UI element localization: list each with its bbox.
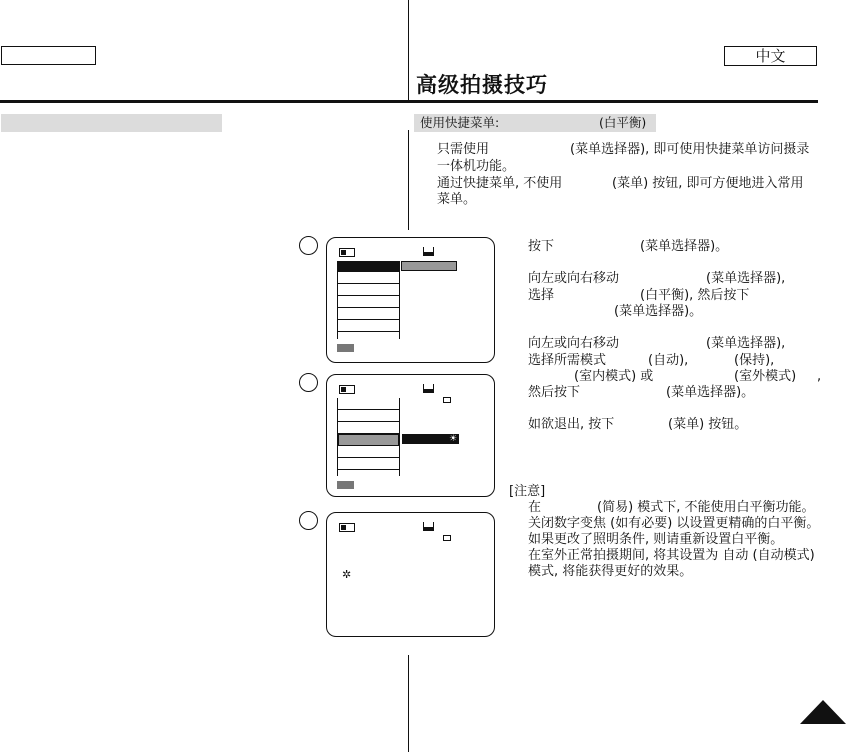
note-text: 在室外正常拍摄期间, 将其设置为 自动 (自动模式) xyxy=(528,548,815,563)
menu-row xyxy=(338,398,399,410)
step-text: (菜单选择器), xyxy=(706,271,786,286)
note-text: 如果更改了照明条件, 则请重新设置白平衡。 xyxy=(528,532,784,547)
menu-row xyxy=(338,422,399,434)
menu-row xyxy=(338,458,399,470)
intro-text: 菜单。 xyxy=(437,192,477,207)
step-text: 如欲退出, 按下 xyxy=(528,417,615,432)
lcd-screen xyxy=(326,512,495,637)
menu-row xyxy=(338,446,399,458)
step-text: 按下 xyxy=(528,239,555,254)
step-text: (白平衡), 然后按下 xyxy=(640,288,750,303)
battery-icon xyxy=(339,385,355,394)
step-number-circle xyxy=(299,236,318,255)
tape-icon xyxy=(423,247,434,256)
note-text: (简易) 模式下, 不能使用白平衡功能。 xyxy=(597,500,815,515)
note-text: 模式, 将能获得更好的效果。 xyxy=(528,564,693,579)
intro-text: (菜单) 按钮, 即可方便地进入常用 xyxy=(612,176,804,191)
left-section-bar xyxy=(1,114,222,132)
step-text: 然后按下 xyxy=(528,385,581,400)
menu-row xyxy=(338,320,399,332)
step-text: (菜单选择器)。 xyxy=(666,385,755,400)
language-label: 中文 xyxy=(724,46,817,66)
intro-text: 通过快捷菜单, 不使用 xyxy=(437,176,563,191)
menu-label-block xyxy=(337,481,354,489)
note-text: 关闭数字变焦 (如有必要) 以设置更精确的白平衡。 xyxy=(528,516,820,531)
step-text: (菜单) 按钮。 xyxy=(668,417,748,432)
indoor-mode-icon: ✲ xyxy=(342,568,352,581)
step-text: 向左或向右移动 xyxy=(528,336,620,351)
header-rule xyxy=(0,100,818,103)
step-text: (菜单选择器)。 xyxy=(614,304,703,319)
menu-row-selected xyxy=(338,434,399,446)
note-text: 在 xyxy=(528,500,542,515)
menu-list xyxy=(337,398,400,476)
center-divider xyxy=(408,130,409,230)
tape-icon xyxy=(423,384,434,393)
step-text: (自动), xyxy=(648,353,689,368)
record-icon xyxy=(443,535,451,541)
step-text: (保持), xyxy=(734,353,775,368)
menu-row-selected xyxy=(338,261,399,272)
menu-row xyxy=(338,284,399,296)
step-text: 选择所需模式 xyxy=(528,353,607,368)
section-header-label: 使用快捷菜单: xyxy=(420,115,500,130)
lcd-screen xyxy=(326,374,495,497)
menu-row xyxy=(338,308,399,320)
intro-text: 只需使用 xyxy=(437,142,490,157)
section-header xyxy=(414,114,656,132)
record-icon xyxy=(443,397,451,403)
step-text: (菜单选择器)。 xyxy=(640,239,729,254)
note-title: [注意] xyxy=(509,484,546,499)
center-divider xyxy=(408,0,409,100)
step-text: 选择 xyxy=(528,288,555,303)
step-text: (菜单选择器), xyxy=(706,336,786,351)
section-header-mode: (白平衡) xyxy=(599,115,647,130)
menu-row xyxy=(338,296,399,308)
battery-icon xyxy=(339,248,355,257)
page-title: 高级拍摄技巧 xyxy=(416,73,548,97)
step-number-circle xyxy=(299,373,318,392)
submenu-highlight xyxy=(401,261,457,271)
step-text: 向左或向右移动 xyxy=(528,271,620,286)
intro-text: 一体机功能。 xyxy=(437,159,516,174)
lcd-screen xyxy=(326,237,495,363)
tape-icon xyxy=(423,522,434,531)
step-text: (室外模式) xyxy=(734,369,797,384)
menu-list xyxy=(337,261,400,339)
language-box-left xyxy=(1,46,96,65)
step-text: (室内模式) 或 xyxy=(574,369,654,384)
center-divider xyxy=(408,655,409,752)
menu-row xyxy=(338,410,399,422)
intro-text: (菜单选择器), 即可使用快捷菜单访问摄录 xyxy=(570,142,810,157)
menu-label-block xyxy=(337,344,354,352)
battery-icon xyxy=(339,523,355,532)
step-text: , xyxy=(817,369,822,384)
step-number-circle xyxy=(299,511,318,530)
menu-row xyxy=(338,272,399,284)
page-corner-triangle xyxy=(800,700,846,724)
sun-icon: ☀ xyxy=(449,434,458,444)
